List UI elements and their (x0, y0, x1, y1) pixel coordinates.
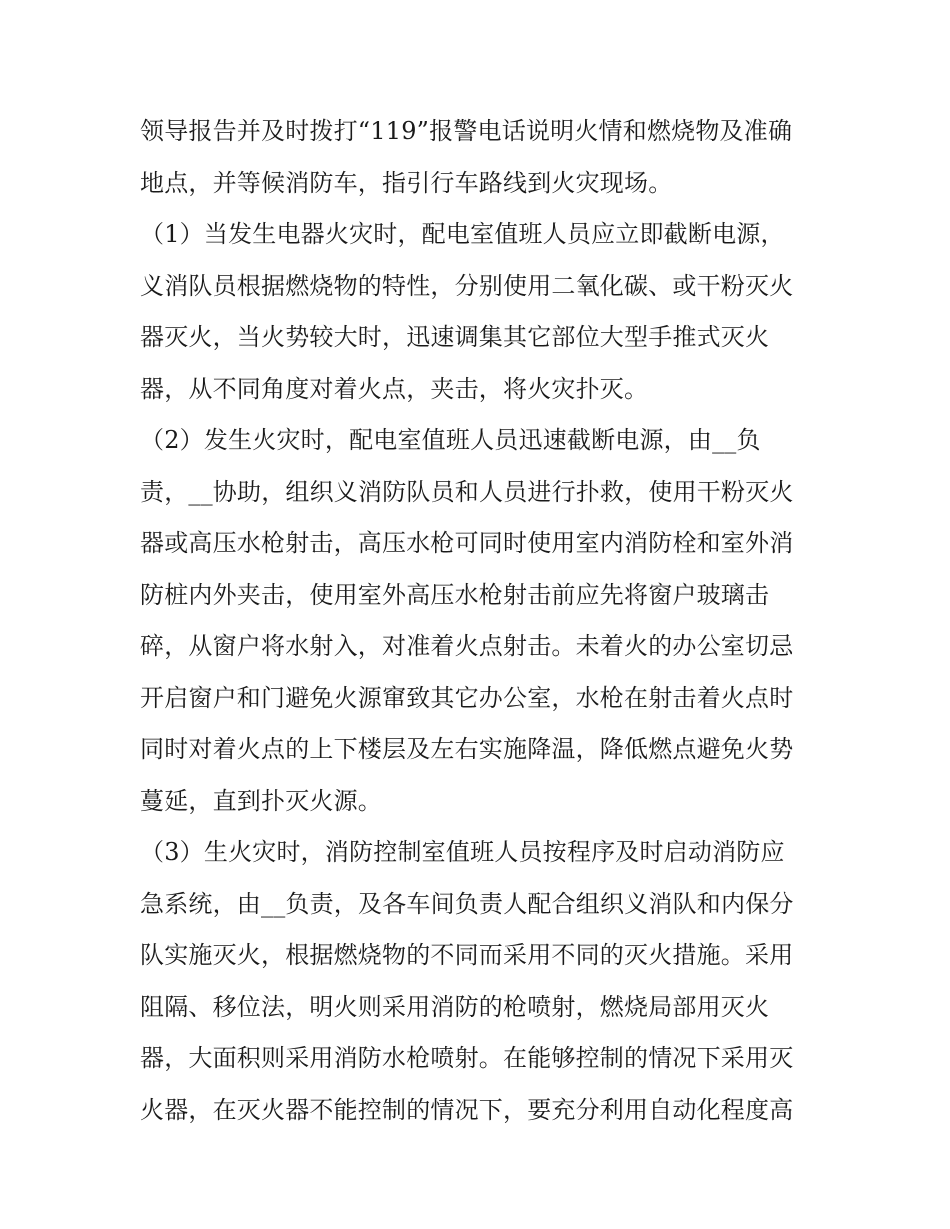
text-line: 器灭火，当火势较大时，迅速调集其它部位大型手推式灭火 (140, 323, 770, 351)
text-line: 火器，在灭火器不能控制的情况下，要充分利用自动化程度高 (140, 1095, 794, 1124)
text-line: 防桩内外夹击，使用室外高压水枪射击前应先将窗户玻璃击 (140, 580, 770, 609)
text-line: 责，__协助，组织义消防队员和人员进行扑救，使用干粉灭火 (140, 477, 794, 506)
text-line: 器，从不同角度对着火点，夹击，将火灾扑灭。 (140, 374, 649, 403)
text-line: （3）生火灾时，消防控制室值班人员按程序及时启动消防应 (140, 838, 785, 866)
text-line: 义消队员根据燃烧物的特性，分别使用二氧化碳、或干粉灭火 (140, 271, 794, 300)
body-text (140, 106, 820, 1136)
text-line: 阻隔、移位法，明火则采用消防的枪喷射，燃烧局部用灭火 (140, 992, 770, 1021)
text-line: 器，大面积则采用消防水枪喷射。在能够控制的情况下采用灭 (140, 1044, 794, 1072)
text-line: 碎，从窗户将水射入，对准着火点射击。未着火的办公室切忌 (140, 632, 794, 660)
text-line: （2）发生火灾时，配电室值班人员迅速截断电源，由__负 (140, 426, 761, 454)
text-line: 器或高压水枪射击，高压水枪可同时使用室内消防栓和室外消 (140, 529, 794, 557)
text-line: 急系统，由__负责，及各车间负责人配合组织义消队和内保分 (140, 889, 794, 918)
text-line: 地点，并等候消防车，指引行车路线到火灾现场。 (140, 168, 673, 197)
text-line: （1）当发生电器火灾时，配电室值班人员应立即截断电源， (140, 220, 785, 248)
text-line: 蔓延，直到扑灭火源。 (140, 786, 382, 815)
text-line: 队实施灭火，根据燃烧物的不同而采用不同的灭火措施。采用 (140, 941, 794, 969)
text-line: 领导报告并及时拨打“119”报警电话说明火情和燃烧物及准确 (140, 117, 793, 145)
text-line: 开启窗户和门避免火源窜致其它办公室，水枪在射击着火点时 (140, 683, 794, 712)
text-line: 同时对着火点的上下楼层及左右实施降温，降低燃点避免火势 (140, 735, 794, 763)
